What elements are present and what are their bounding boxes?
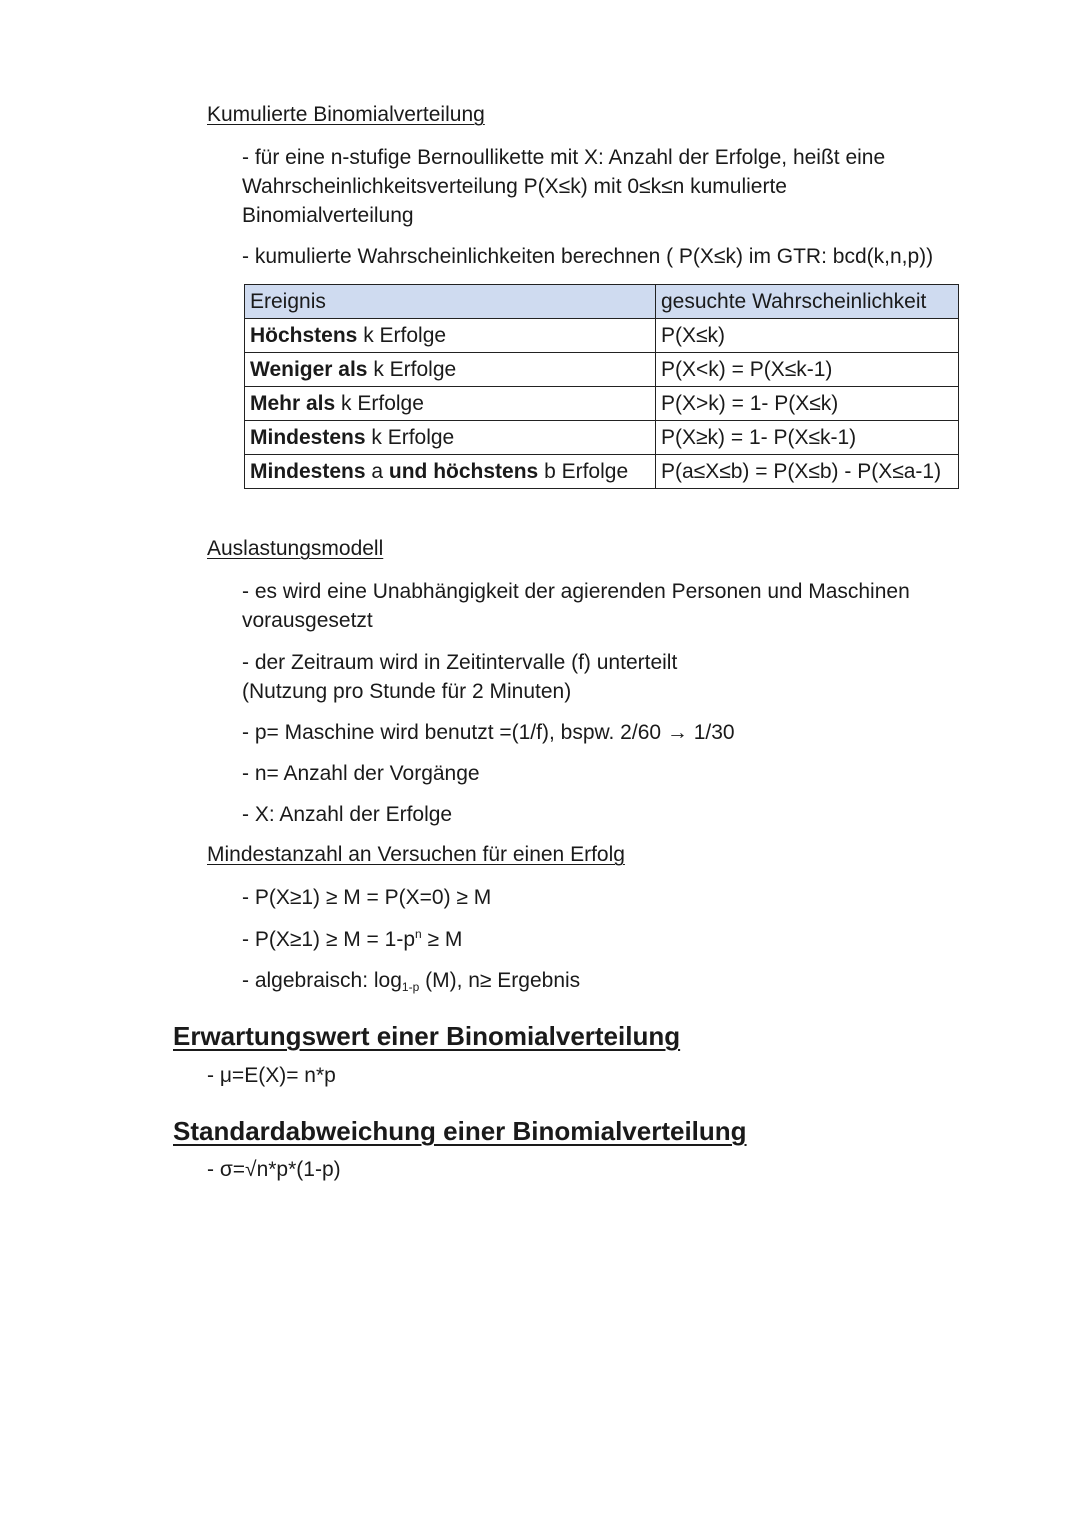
superscript-n: n	[415, 927, 422, 941]
text-line: Wahrscheinlichkeitsverteilung P(X≤k) mit 0≤k≤n kumulierte	[242, 175, 787, 198]
table-cell-formula: P(X≥k) = 1- P(X≤k-1)	[656, 421, 959, 455]
table-cell-formula: P(X≤k)	[656, 319, 959, 353]
paragraph-gtr-hint	[242, 242, 933, 271]
text-line: vorausgesetzt	[242, 609, 373, 632]
text-line: - für eine n-stufige Bernoullikette mit X: Anzahl der Erfolge, heißt eine	[242, 146, 886, 169]
table-header-row	[245, 285, 959, 319]
text-line: - σ=√n*p*(1-p)	[207, 1158, 341, 1181]
text-line: - es wird eine Unabhängigkeit der agierenden Personen und Maschinen	[242, 580, 910, 603]
table-row	[245, 387, 959, 421]
text-line: - algebraisch: log1-p (M), n≥ Ergebnis	[242, 969, 581, 994]
table-cell-event: Höchstens k Erfolge	[245, 319, 656, 353]
text-line: - X: Anzahl der Erfolge	[242, 803, 453, 826]
paragraph-formel-1	[242, 883, 491, 912]
table-header-ereignis: Ereignis	[245, 285, 656, 319]
table-header-wahrscheinlichkeit: gesuchte Wahrscheinlichkeit	[656, 285, 959, 319]
heading-kumulierte-binomialverteilung: Kumulierte Binomialverteilung	[207, 103, 485, 126]
table-row	[245, 455, 959, 489]
probability-table	[244, 284, 959, 489]
table-row	[245, 319, 959, 353]
paragraph-p-definition	[242, 718, 735, 747]
table-cell-event: Mehr als k Erfolge	[245, 387, 656, 421]
text-line: - P(X≥1) ≥ M = P(X=0) ≥ M	[242, 886, 492, 909]
paragraph-zeitraum	[242, 648, 677, 706]
table-cell-formula: P(X<k) = P(X≤k-1)	[656, 353, 959, 387]
text-line: - μ=E(X)= n*p	[207, 1064, 336, 1087]
paragraph-formel-2	[242, 925, 462, 957]
paragraph-n-definition	[242, 759, 480, 788]
heading-standardabweichung: Standardabweichung einer Binomialverteilung	[173, 1116, 747, 1146]
paragraph-definition	[242, 143, 885, 230]
text-line: - p= Maschine wird benutzt =(1/f), bspw. 2/60 → 1/30	[242, 721, 735, 744]
formula-erwartungswert	[207, 1061, 336, 1090]
heading-mindestanzahl: Mindestanzahl an Versuchen für einen Erfolg	[207, 843, 625, 866]
log-base-subscript: 1-p	[401, 980, 420, 994]
table-cell-formula: P(a≤X≤b) = P(X≤b) - P(X≤a-1)	[656, 455, 959, 489]
text-line: (Nutzung pro Stunde für 2 Minuten)	[242, 680, 572, 703]
table-row	[245, 421, 959, 455]
table-row	[245, 353, 959, 387]
paragraph-x-definition	[242, 800, 452, 829]
table-cell-event: Mindestens k Erfolge	[245, 421, 656, 455]
text-line: - n= Anzahl der Vorgänge	[242, 762, 480, 785]
paragraph-algebraisch	[242, 966, 580, 998]
text-line: - der Zeitraum wird in Zeitintervalle (f) unterteilt	[242, 651, 678, 674]
paragraph-unabhaengigkeit	[242, 577, 910, 635]
text-line: - $P(X\ge 1) \ge M = 1-p^n \ge M$	[242, 927, 463, 951]
formula-standardabweichung	[207, 1155, 341, 1184]
table-cell-event: Mindestens a und höchstens b Erfolge	[245, 455, 656, 489]
text-line: Binomialverteilung	[242, 204, 414, 227]
heading-auslastungsmodell: Auslastungsmodell	[207, 537, 384, 560]
table-cell-formula: P(X>k) = 1- P(X≤k)	[656, 387, 959, 421]
text-line: - kumulierte Wahrscheinlichkeiten berechnen ( P(X≤k) im GTR: bcd(k,n,p))	[242, 245, 934, 268]
table-cell-event: Weniger als k Erfolge	[245, 353, 656, 387]
heading-erwartungswert: Erwartungswert einer Binomialverteilung	[173, 1021, 681, 1051]
